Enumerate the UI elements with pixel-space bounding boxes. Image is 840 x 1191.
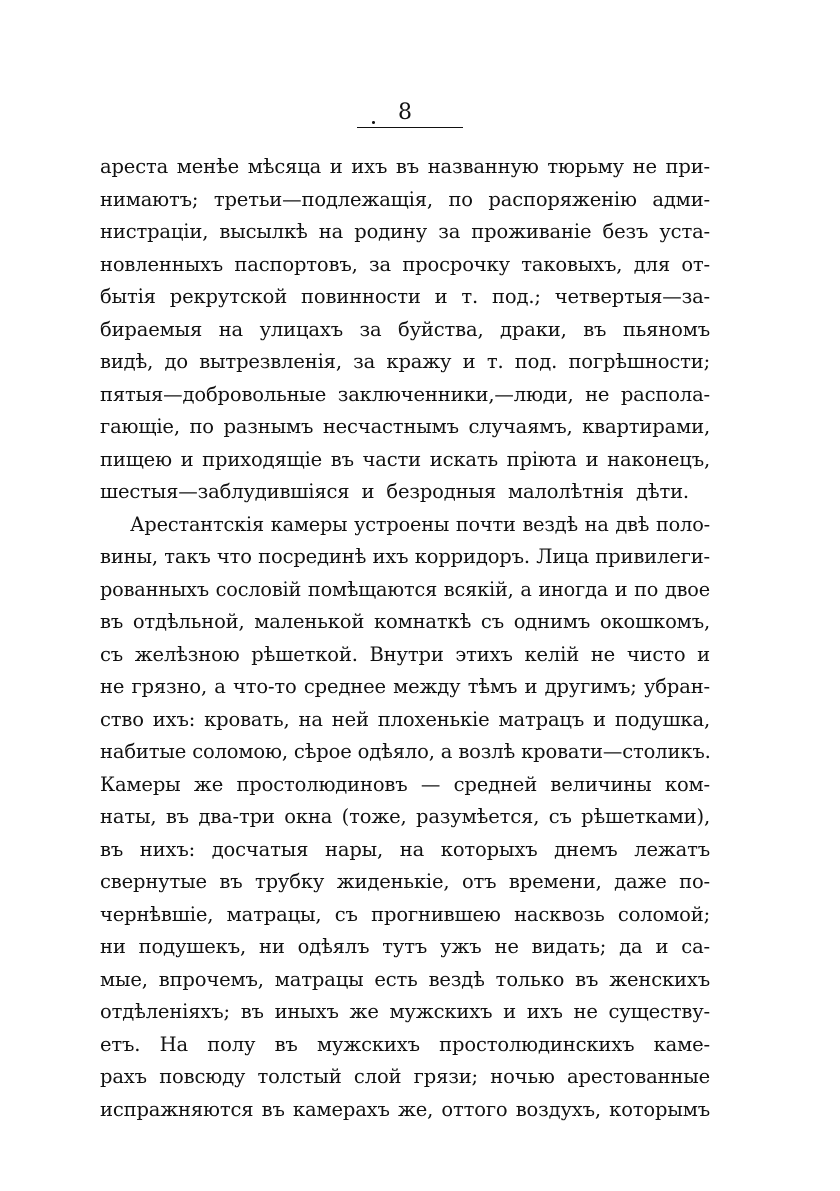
text-line: не грязно, а что-то среднее между тѣмъ и другимъ; убран- [100, 675, 710, 698]
text-line: етъ. На полу въ мужскихъ простолюдинскихъ каме- [100, 1032, 710, 1056]
page-number: 8 [398, 100, 412, 125]
text-line: отдѣленіяхъ; въ иныхъ же мужскихъ и ихъ не существу- [100, 1000, 710, 1023]
text-line: наты, въ два-три окна (тоже, разумѣется, съ рѣшетками), [100, 805, 710, 828]
text-line: бытія рекрутской повинности и т. под.; четвертыя—за- [100, 285, 710, 308]
text-line: мые, впрочемъ, матрацы есть вездѣ только въ женскихъ [100, 967, 710, 991]
text-line: набитые соломою, сѣрое одѣяло, а возлѣ кровати—столикъ. [100, 740, 711, 763]
text-line: рахъ повсюду толстый слой грязи; ночью арестованные [100, 1065, 710, 1088]
text-line: нистраціи, высылкѣ на родину за проживаніе безъ уста- [100, 220, 710, 243]
header-rule [357, 127, 463, 128]
text-line: свернутые въ трубку жиденькіе, отъ времени, даже по- [100, 870, 710, 893]
text-line: видѣ, до вытрезвленія, за кражу и т. под. погрѣшности; [100, 350, 710, 373]
text-line: бираемыя на улицахъ за буйства, драки, въ пьяномъ [100, 317, 710, 341]
text-line: въ отдѣльной, маленькой комнаткѣ съ однимъ окошкомъ, [100, 610, 710, 633]
text-line: ство ихъ: кровать, на ней плохенькіе матрацъ и подушка, [100, 707, 710, 731]
text-line: шестыя—заблудившіяся и безродныя малолѣтнія дѣти. [100, 480, 689, 503]
body-text [100, 151, 710, 1126]
header-dot [372, 121, 375, 124]
text-line: испражняются въ камерахъ же, оттого воздухъ, которымъ [100, 1097, 710, 1121]
text-line: пищею и приходящіе въ части искать пріюта и наконецъ, [100, 447, 710, 471]
text-line: вины, такъ что посрединѣ ихъ корридоръ. Лица привилеги- [100, 545, 710, 568]
text-line: Камеры же простолюдиновъ — средней величины ком- [100, 772, 710, 796]
text-line: ареста менѣе мѣсяца и ихъ въ названную тюрьму не при- [100, 155, 710, 178]
paragraph-start-line: Арестантскія камеры устроены почти вездѣ на двѣ поло- [130, 512, 710, 536]
text-line: рованныхъ сословій помѣщаются всякій, а иногда и по двое [100, 577, 710, 601]
text-line: гающіе, по разнымъ несчастнымъ случаямъ, квартирами, [100, 415, 710, 438]
text-line: въ нихъ: досчатыя нары, на которыхъ днемъ лежатъ [100, 837, 710, 861]
text-line: съ желѣзною рѣшеткой. Внутри этихъ келій не чисто и [100, 642, 710, 666]
text-line: ни подушекъ, ни одѣялъ тутъ ужъ не видать; да и са- [100, 935, 710, 958]
text-line: пятыя—добровольные заключенники,—люди, не распола- [100, 382, 710, 406]
text-line: новленныхъ паспортовъ, за просрочку таковыхъ, для от- [100, 252, 710, 276]
text-line: нимаютъ; третьи—подлежащія, по распоряженію адми- [100, 187, 710, 211]
text-line: чернѣвшіе, матрацы, съ прогнившею насквозь соломой; [100, 902, 710, 926]
